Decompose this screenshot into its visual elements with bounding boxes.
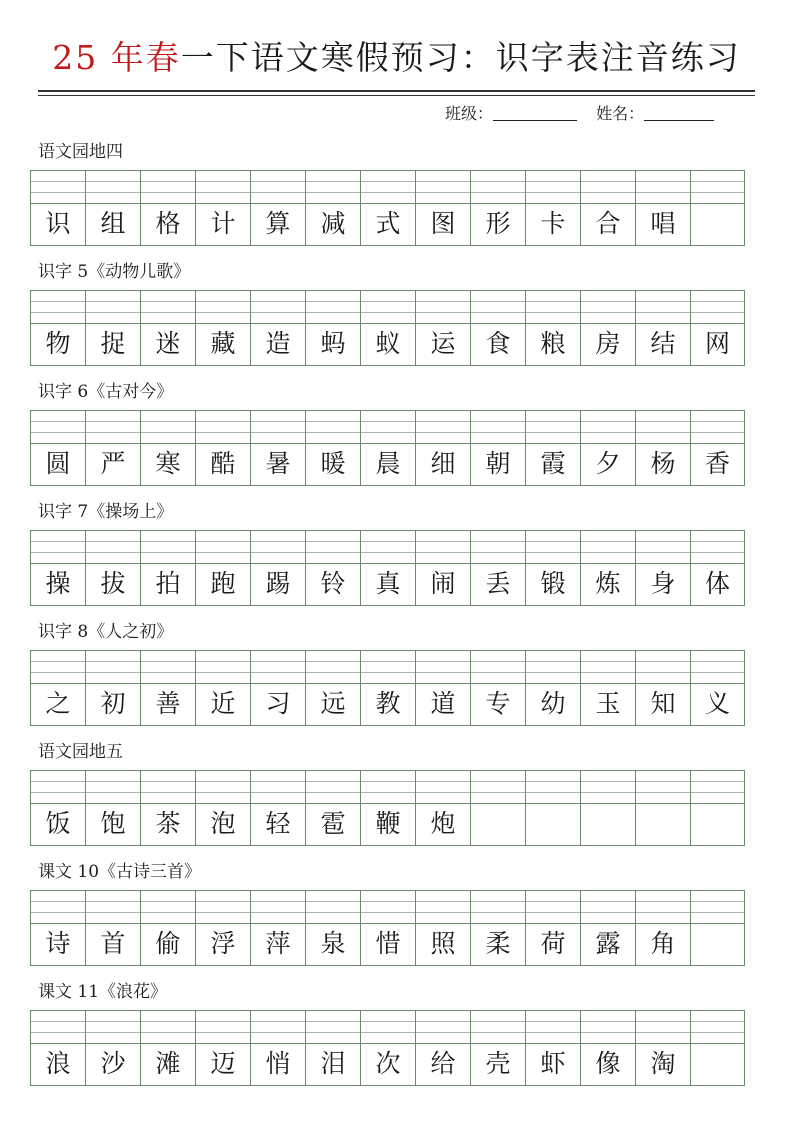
character-cell: 照: [415, 924, 470, 966]
character-cell: 教: [360, 684, 415, 726]
pinyin-box[interactable]: [305, 770, 360, 804]
character-cell: 茶: [140, 804, 195, 846]
character-cell: 唱: [635, 204, 690, 246]
pinyin-box[interactable]: [30, 530, 85, 564]
character-cell: 组: [85, 204, 140, 246]
character-cell: 跑: [195, 564, 250, 606]
character-cell: 卡: [525, 204, 580, 246]
character-cell: 减: [305, 204, 360, 246]
character-cell: 露: [580, 924, 635, 966]
pinyin-box[interactable]: [85, 770, 140, 804]
pinyin-box[interactable]: [415, 650, 470, 684]
pinyin-box[interactable]: [360, 890, 415, 924]
pinyin-box[interactable]: [470, 770, 525, 804]
character-cell: [580, 804, 635, 846]
character-cell: 淘: [635, 1044, 690, 1086]
character-cell: 习: [250, 684, 305, 726]
character-cell: 知: [635, 684, 690, 726]
character-cell: 泪: [305, 1044, 360, 1086]
character-cell: 真: [360, 564, 415, 606]
character-cell: 雹: [305, 804, 360, 846]
student-info: [445, 102, 714, 126]
character-row: [30, 324, 747, 366]
pinyin-box[interactable]: [525, 290, 580, 324]
character-cell: 炼: [580, 564, 635, 606]
character-cell: 沙: [85, 1044, 140, 1086]
pinyin-box[interactable]: [305, 410, 360, 444]
pinyin-box[interactable]: [360, 530, 415, 564]
character-cell: 朝: [470, 444, 525, 486]
character-cell: 锻: [525, 564, 580, 606]
section-heading: 识字 7《操场上》: [38, 502, 174, 522]
pinyin-box[interactable]: [250, 410, 305, 444]
character-cell: 次: [360, 1044, 415, 1086]
pinyin-box[interactable]: [305, 890, 360, 924]
pinyin-box[interactable]: [690, 890, 745, 924]
page-title: [0, 34, 793, 82]
character-cell: 饭: [30, 804, 85, 846]
pinyin-grid: [30, 290, 747, 366]
character-row: [30, 1044, 747, 1086]
character-cell: 食: [470, 324, 525, 366]
pinyin-box[interactable]: [690, 770, 745, 804]
character-cell: 近: [195, 684, 250, 726]
pinyin-box[interactable]: [195, 170, 250, 204]
character-cell: 操: [30, 564, 85, 606]
character-cell: 虾: [525, 1044, 580, 1086]
character-cell: 首: [85, 924, 140, 966]
pinyin-box[interactable]: [85, 290, 140, 324]
character-cell: 远: [305, 684, 360, 726]
section-heading: 语文园地五: [38, 742, 123, 762]
pinyin-box[interactable]: [580, 1010, 635, 1044]
pinyin-box[interactable]: [195, 290, 250, 324]
character-cell: 蚂: [305, 324, 360, 366]
pinyin-box[interactable]: [635, 290, 690, 324]
pinyin-row: [30, 530, 747, 564]
pinyin-box[interactable]: [470, 650, 525, 684]
title-main: 一下语文寒假预习：识字表注音练习: [180, 38, 741, 77]
character-row: [30, 564, 747, 606]
pinyin-box[interactable]: [85, 1010, 140, 1044]
character-cell: 计: [195, 204, 250, 246]
pinyin-box[interactable]: [250, 530, 305, 564]
character-cell: [470, 804, 525, 846]
character-cell: 身: [635, 564, 690, 606]
pinyin-box[interactable]: [305, 170, 360, 204]
character-cell: 算: [250, 204, 305, 246]
character-cell: 藏: [195, 324, 250, 366]
character-cell: 暑: [250, 444, 305, 486]
character-cell: 式: [360, 204, 415, 246]
section-heading: 课文 10《古诗三首》: [38, 862, 202, 882]
character-cell: 萍: [250, 924, 305, 966]
pinyin-box[interactable]: [85, 410, 140, 444]
character-cell: 迷: [140, 324, 195, 366]
name-label: 姓名：: [596, 104, 645, 123]
pinyin-row: [30, 290, 747, 324]
pinyin-box[interactable]: [635, 890, 690, 924]
character-row: [30, 204, 747, 246]
character-cell: 像: [580, 1044, 635, 1086]
character-cell: 踢: [250, 564, 305, 606]
character-cell: 形: [470, 204, 525, 246]
pinyin-box[interactable]: [360, 1010, 415, 1044]
pinyin-box[interactable]: [525, 770, 580, 804]
pinyin-row: [30, 1010, 747, 1044]
character-cell: 房: [580, 324, 635, 366]
character-cell: 壳: [470, 1044, 525, 1086]
character-cell: 荷: [525, 924, 580, 966]
pinyin-box[interactable]: [305, 290, 360, 324]
character-cell: 轻: [250, 804, 305, 846]
character-cell: 暖: [305, 444, 360, 486]
pinyin-box[interactable]: [360, 290, 415, 324]
character-cell: 蚁: [360, 324, 415, 366]
pinyin-box[interactable]: [470, 1010, 525, 1044]
character-cell: 寒: [140, 444, 195, 486]
character-cell: 惜: [360, 924, 415, 966]
pinyin-box[interactable]: [360, 770, 415, 804]
character-cell: 识: [30, 204, 85, 246]
pinyin-box[interactable]: [195, 770, 250, 804]
character-cell: 滩: [140, 1044, 195, 1086]
character-cell: 幼: [525, 684, 580, 726]
pinyin-box[interactable]: [140, 290, 195, 324]
character-cell: [690, 924, 745, 966]
pinyin-row: [30, 890, 747, 924]
character-cell: [690, 1044, 745, 1086]
character-cell: 玉: [580, 684, 635, 726]
section: [30, 380, 747, 486]
pinyin-box[interactable]: [250, 170, 305, 204]
pinyin-grid: [30, 1010, 747, 1086]
character-cell: 香: [690, 444, 745, 486]
character-cell: 善: [140, 684, 195, 726]
pinyin-box[interactable]: [140, 1010, 195, 1044]
character-cell: 闹: [415, 564, 470, 606]
pinyin-box[interactable]: [580, 170, 635, 204]
class-blank[interactable]: [493, 102, 577, 121]
character-cell: 泉: [305, 924, 360, 966]
pinyin-box[interactable]: [415, 1010, 470, 1044]
pinyin-box[interactable]: [30, 770, 85, 804]
character-cell: 柔: [470, 924, 525, 966]
pinyin-box[interactable]: [470, 170, 525, 204]
character-cell: 合: [580, 204, 635, 246]
character-cell: 粮: [525, 324, 580, 366]
pinyin-box[interactable]: [525, 170, 580, 204]
pinyin-box[interactable]: [690, 530, 745, 564]
character-cell: 拍: [140, 564, 195, 606]
character-cell: 捉: [85, 324, 140, 366]
title-rule-thin: [38, 95, 755, 96]
character-cell: [525, 804, 580, 846]
character-cell: 专: [470, 684, 525, 726]
pinyin-box[interactable]: [580, 650, 635, 684]
pinyin-row: [30, 770, 747, 804]
character-cell: 圆: [30, 444, 85, 486]
character-cell: 图: [415, 204, 470, 246]
pinyin-box[interactable]: [250, 1010, 305, 1044]
pinyin-box[interactable]: [635, 770, 690, 804]
character-cell: 酷: [195, 444, 250, 486]
pinyin-box[interactable]: [415, 770, 470, 804]
pinyin-box[interactable]: [525, 890, 580, 924]
pinyin-row: [30, 650, 747, 684]
pinyin-grid: [30, 410, 747, 486]
character-row: [30, 924, 747, 966]
character-cell: 悄: [250, 1044, 305, 1086]
character-cell: 网: [690, 324, 745, 366]
pinyin-box[interactable]: [580, 770, 635, 804]
title-rule-thick: [38, 90, 755, 92]
pinyin-box[interactable]: [250, 890, 305, 924]
character-cell: [690, 804, 745, 846]
pinyin-box[interactable]: [470, 290, 525, 324]
pinyin-box[interactable]: [415, 530, 470, 564]
pinyin-box[interactable]: [360, 410, 415, 444]
pinyin-box[interactable]: [470, 890, 525, 924]
character-cell: 义: [690, 684, 745, 726]
pinyin-box[interactable]: [690, 650, 745, 684]
character-row: [30, 804, 747, 846]
character-cell: 道: [415, 684, 470, 726]
pinyin-box[interactable]: [195, 530, 250, 564]
section: [30, 980, 747, 1086]
pinyin-box[interactable]: [30, 410, 85, 444]
character-cell: 鞭: [360, 804, 415, 846]
pinyin-box[interactable]: [30, 170, 85, 204]
pinyin-box[interactable]: [525, 1010, 580, 1044]
pinyin-box[interactable]: [690, 170, 745, 204]
pinyin-box[interactable]: [195, 410, 250, 444]
character-cell: 夕: [580, 444, 635, 486]
pinyin-box[interactable]: [525, 530, 580, 564]
character-cell: [635, 804, 690, 846]
character-cell: 角: [635, 924, 690, 966]
character-cell: 严: [85, 444, 140, 486]
character-cell: 霞: [525, 444, 580, 486]
section-heading: 语文园地四: [38, 142, 123, 162]
pinyin-box[interactable]: [415, 410, 470, 444]
pinyin-row: [30, 410, 747, 444]
character-cell: 物: [30, 324, 85, 366]
character-cell: 丢: [470, 564, 525, 606]
pinyin-grid: [30, 770, 747, 846]
pinyin-box[interactable]: [195, 890, 250, 924]
pinyin-box[interactable]: [305, 1010, 360, 1044]
character-cell: 偷: [140, 924, 195, 966]
pinyin-box[interactable]: [85, 890, 140, 924]
pinyin-box[interactable]: [360, 650, 415, 684]
character-cell: 炮: [415, 804, 470, 846]
pinyin-box[interactable]: [195, 1010, 250, 1044]
character-cell: 造: [250, 324, 305, 366]
character-cell: 泡: [195, 804, 250, 846]
pinyin-grid: [30, 890, 747, 966]
section: [30, 860, 747, 966]
pinyin-box[interactable]: [635, 650, 690, 684]
pinyin-box[interactable]: [635, 170, 690, 204]
pinyin-box[interactable]: [635, 1010, 690, 1044]
character-cell: 浪: [30, 1044, 85, 1086]
character-cell: 杨: [635, 444, 690, 486]
pinyin-box[interactable]: [415, 170, 470, 204]
pinyin-box[interactable]: [30, 890, 85, 924]
pinyin-box[interactable]: [525, 650, 580, 684]
section-heading: 识字 6《古对今》: [38, 382, 174, 402]
character-cell: 给: [415, 1044, 470, 1086]
character-cell: 铃: [305, 564, 360, 606]
pinyin-box[interactable]: [580, 890, 635, 924]
pinyin-box[interactable]: [690, 1010, 745, 1044]
pinyin-box[interactable]: [85, 650, 140, 684]
character-cell: 之: [30, 684, 85, 726]
pinyin-box[interactable]: [635, 410, 690, 444]
character-row: [30, 444, 747, 486]
pinyin-grid: [30, 530, 747, 606]
pinyin-box[interactable]: [30, 650, 85, 684]
pinyin-box[interactable]: [580, 290, 635, 324]
pinyin-box[interactable]: [140, 410, 195, 444]
character-row: [30, 684, 747, 726]
character-cell: 体: [690, 564, 745, 606]
class-label: 班级：: [445, 104, 494, 123]
section-heading: 识字 5《动物儿歌》: [38, 262, 191, 282]
section: [30, 260, 747, 366]
pinyin-box[interactable]: [30, 1010, 85, 1044]
pinyin-box[interactable]: [140, 770, 195, 804]
pinyin-box[interactable]: [140, 170, 195, 204]
pinyin-box[interactable]: [140, 530, 195, 564]
pinyin-box[interactable]: [85, 530, 140, 564]
pinyin-box[interactable]: [250, 650, 305, 684]
section-heading: 课文 11《浪花》: [38, 982, 168, 1002]
character-cell: 格: [140, 204, 195, 246]
pinyin-box[interactable]: [690, 410, 745, 444]
character-cell: 浮: [195, 924, 250, 966]
section: [30, 740, 747, 846]
pinyin-box[interactable]: [305, 650, 360, 684]
pinyin-box[interactable]: [195, 650, 250, 684]
section: [30, 500, 747, 606]
pinyin-box[interactable]: [85, 170, 140, 204]
pinyin-box[interactable]: [635, 530, 690, 564]
pinyin-box[interactable]: [30, 290, 85, 324]
character-cell: [690, 204, 745, 246]
pinyin-box[interactable]: [140, 650, 195, 684]
name-blank[interactable]: [644, 102, 714, 121]
pinyin-box[interactable]: [250, 770, 305, 804]
pinyin-grid: [30, 170, 747, 246]
character-cell: 结: [635, 324, 690, 366]
character-cell: 迈: [195, 1044, 250, 1086]
pinyin-box[interactable]: [525, 410, 580, 444]
pinyin-box[interactable]: [305, 530, 360, 564]
section: [30, 620, 747, 726]
pinyin-box[interactable]: [415, 290, 470, 324]
pinyin-box[interactable]: [580, 530, 635, 564]
pinyin-grid: [30, 650, 747, 726]
character-cell: 细: [415, 444, 470, 486]
character-cell: 晨: [360, 444, 415, 486]
character-cell: 诗: [30, 924, 85, 966]
pinyin-box[interactable]: [250, 290, 305, 324]
section-heading: 识字 8《人之初》: [38, 622, 174, 642]
character-cell: 初: [85, 684, 140, 726]
pinyin-box[interactable]: [360, 170, 415, 204]
pinyin-box[interactable]: [580, 410, 635, 444]
character-cell: 饱: [85, 804, 140, 846]
pinyin-box[interactable]: [140, 890, 195, 924]
pinyin-box[interactable]: [470, 530, 525, 564]
pinyin-box[interactable]: [470, 410, 525, 444]
pinyin-box[interactable]: [690, 290, 745, 324]
title-year: 25 年春: [52, 38, 181, 77]
pinyin-row: [30, 170, 747, 204]
pinyin-box[interactable]: [415, 890, 470, 924]
character-cell: 拔: [85, 564, 140, 606]
character-cell: 运: [415, 324, 470, 366]
section: [30, 140, 747, 246]
